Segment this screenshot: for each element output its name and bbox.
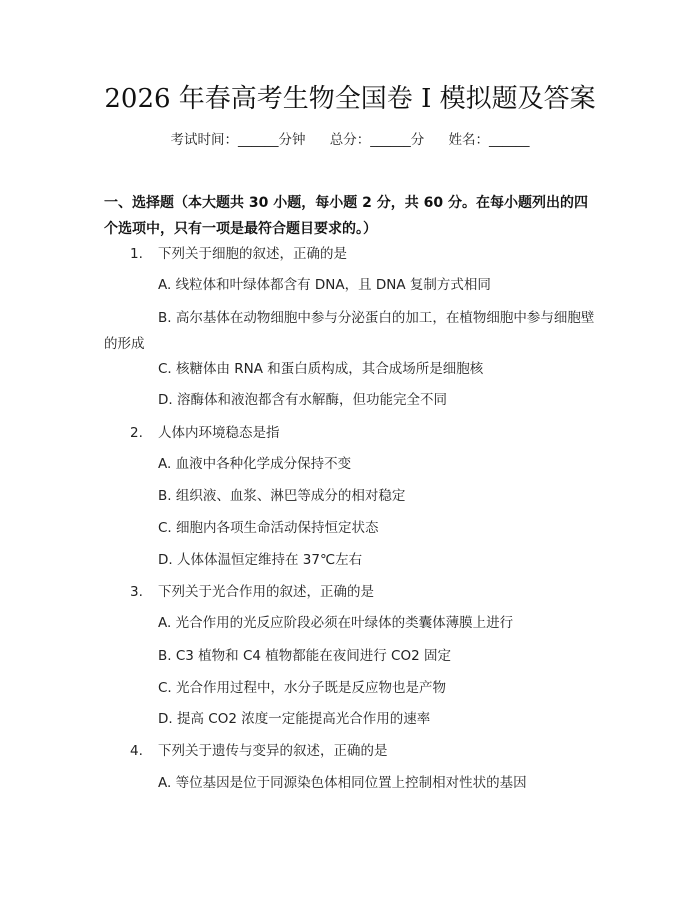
question-number: 2. [130, 425, 143, 441]
page-title: 2026 年春高考生物全国卷 I 模拟题及答案 [104, 84, 596, 114]
student-name-field: 姓名：______ [448, 132, 530, 148]
total-score-field: 总分：______分 [329, 132, 425, 148]
question-stem: 下列关于遗传与变异的叙述，正确的是 [158, 743, 388, 759]
option-2a: A. 血液中各种化学成分保持不变 [158, 456, 352, 472]
option-2d: D. 人体体温恒定维持在 37℃左右 [158, 552, 363, 568]
exam-meta [0, 130, 700, 150]
question-3 [130, 579, 600, 605]
option-3a: A. 光合作用的光反应阶段必须在叶绿体的类囊体薄膜上进行 [158, 615, 514, 631]
option-2c: C. 细胞内各项生命活动保持恒定状态 [158, 520, 379, 536]
exam-time-field: 考试时间：______分钟 [170, 132, 306, 148]
option-1a: A. 线粒体和叶绿体都含有 DNA，且 DNA 复制方式相同 [158, 277, 491, 293]
option-3c: C. 光合作用过程中，水分子既是反应物也是产物 [158, 680, 447, 696]
question-2 [130, 420, 600, 446]
question-number: 4. [130, 743, 143, 759]
question-number: 1. [130, 246, 143, 262]
option-4a: A. 等位基因是位于同源染色体相同位置上控制相对性状的基因 [158, 775, 527, 791]
option-1b: B. 高尔基体在动物细胞中参与分泌蛋白的加工，在植物细胞中参与细胞壁的形成 [104, 310, 595, 352]
question-stem: 下列关于细胞的叙述，正确的是 [158, 246, 347, 262]
question-stem: 人体内环境稳态是指 [158, 425, 280, 441]
question-4 [130, 738, 600, 764]
question-number: 3. [130, 584, 143, 600]
question-1 [130, 241, 600, 267]
option-3d: D. 提高 CO2 浓度一定能提高光合作用的速率 [158, 711, 431, 727]
option-3b: B. C3 植物和 C4 植物都能在夜间进行 CO2 固定 [158, 648, 451, 664]
option-1c: C. 核糖体由 RNA 和蛋白质构成，其合成场所是细胞核 [158, 361, 484, 377]
option-2b: B. 组织液、血浆、淋巴等成分的相对稳定 [158, 488, 406, 504]
section-heading: 一、选择题（本大题共 30 小题，每小题 2 分，共 60 分。在每小题列出的四个选项中，只有一项是最符合题目要求的。） [104, 195, 588, 237]
question-stem: 下列关于光合作用的叙述，正确的是 [158, 584, 374, 600]
option-1d: D. 溶酶体和液泡都含有水解酶，但功能完全不同 [158, 392, 447, 408]
